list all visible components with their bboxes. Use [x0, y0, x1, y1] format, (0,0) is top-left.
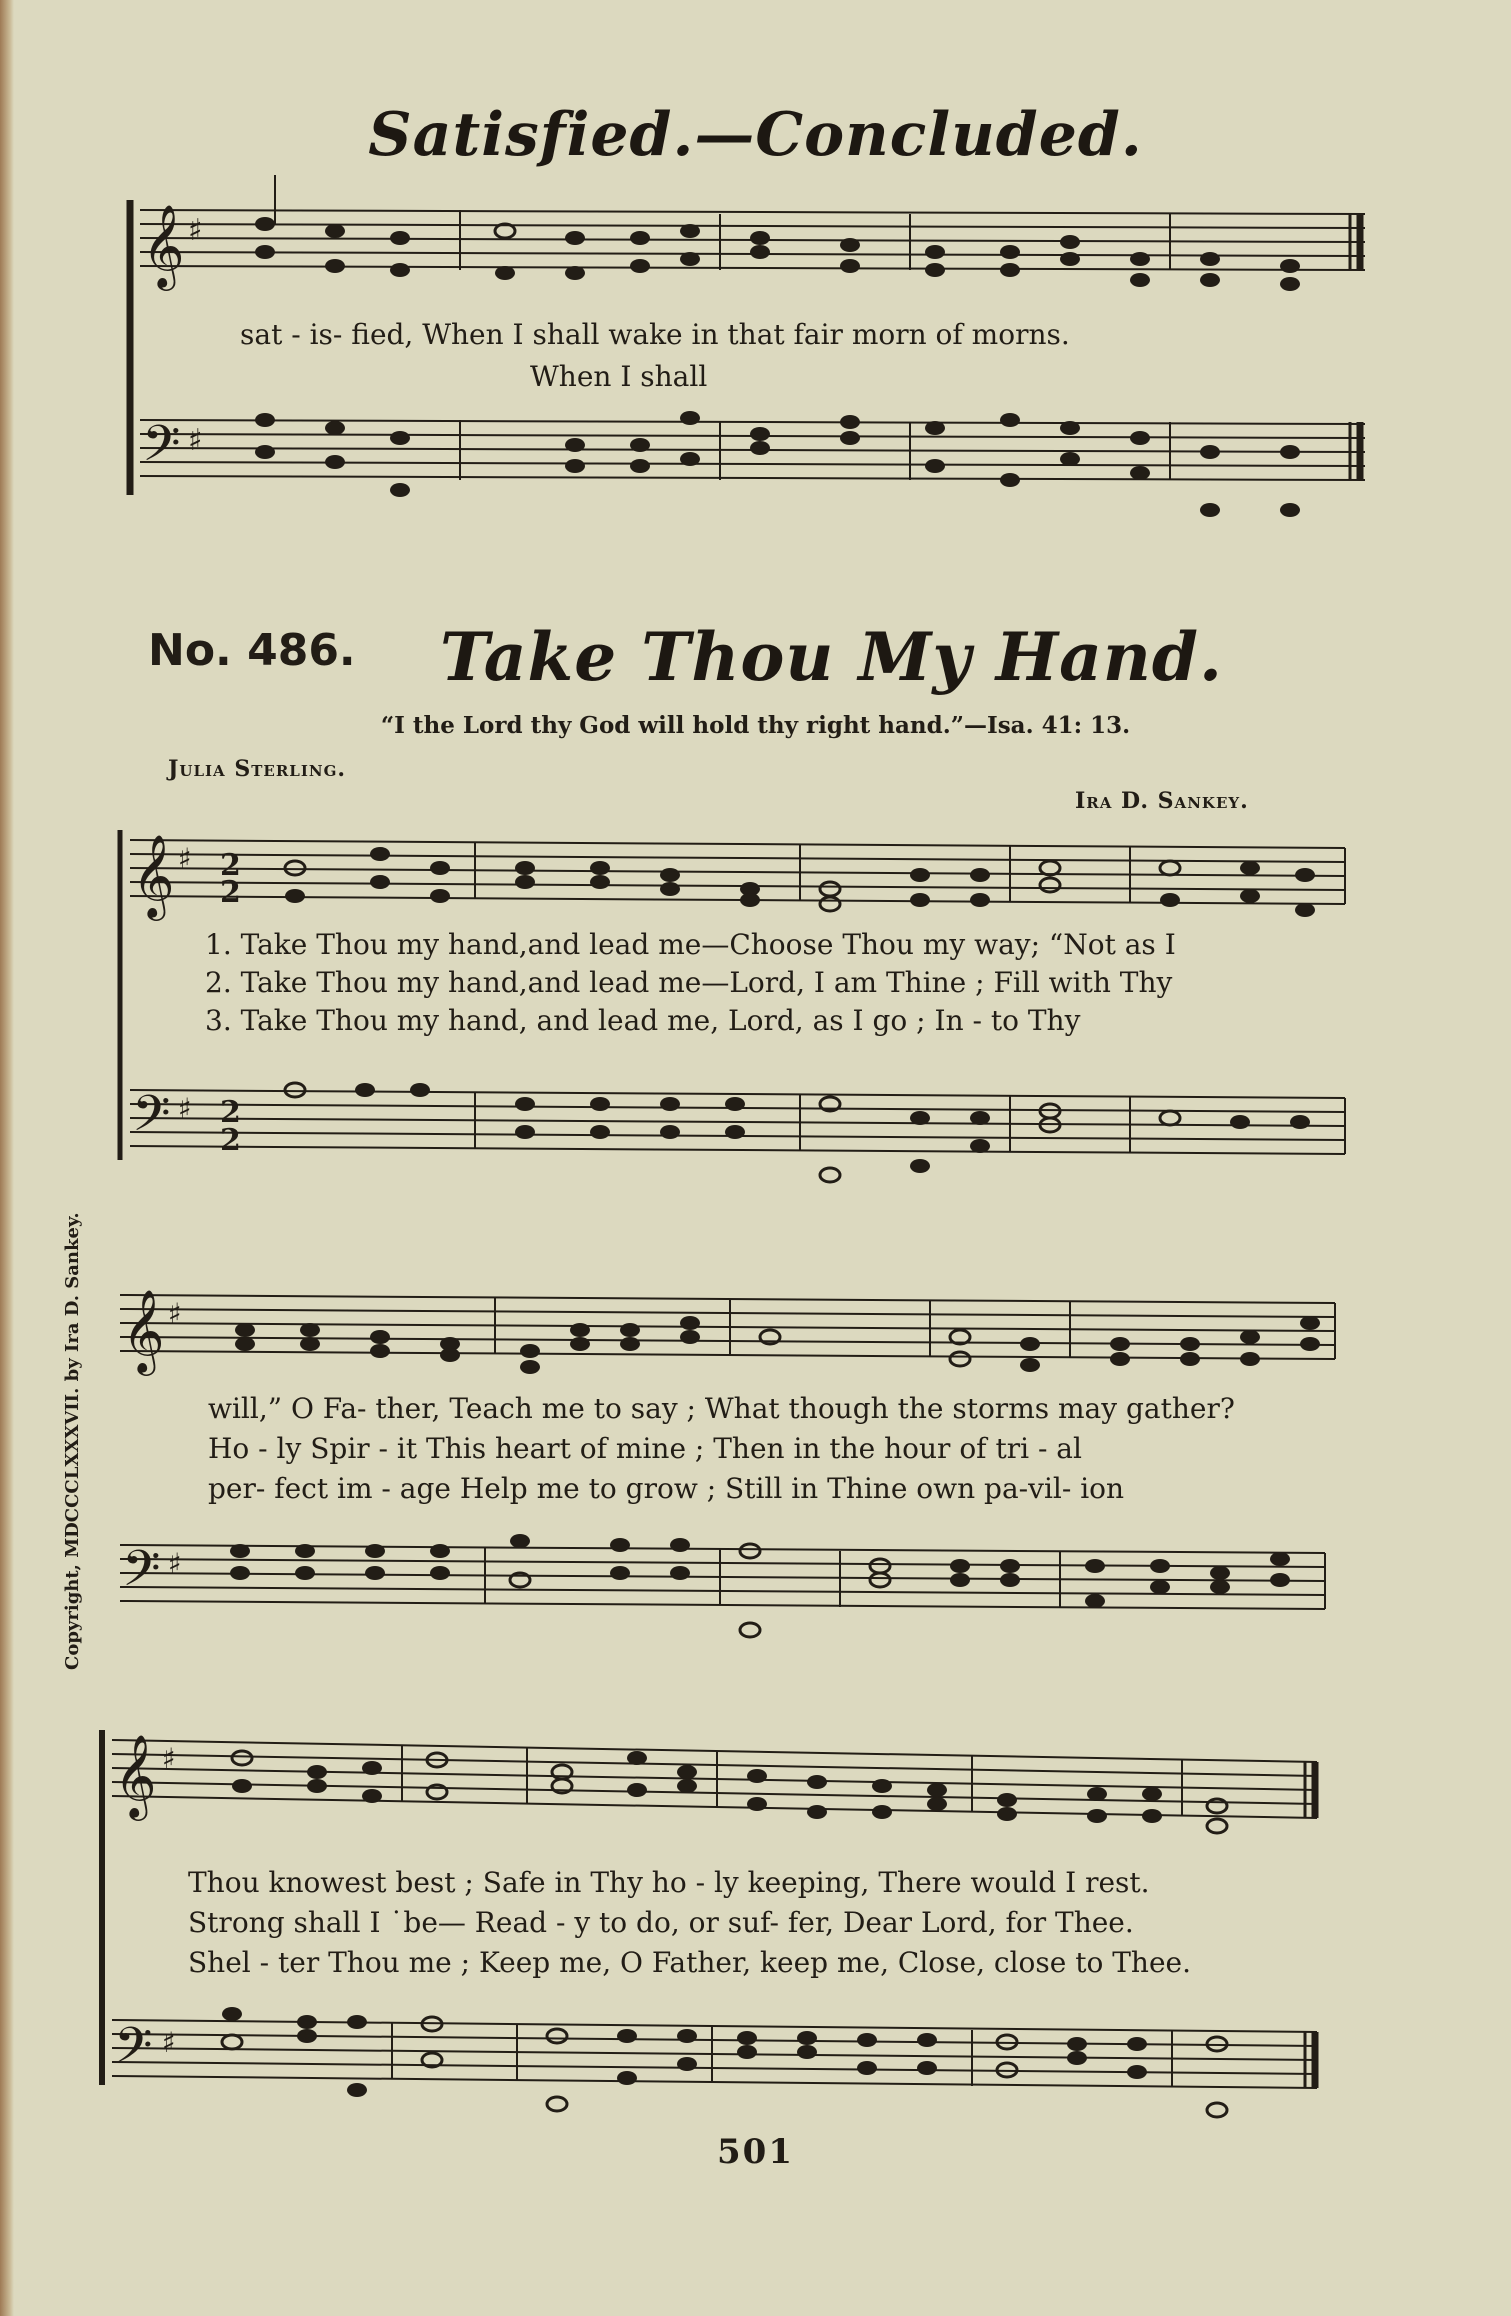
system2-verse2: Ho - ly Spir - it This heart of mine ; Then in the hour of tri - al: [208, 1432, 1082, 1465]
system1-verse1: 1. Take Thou my hand,and lead me—Choose Thou my way; “Not as I: [205, 928, 1176, 961]
svg-text:♯: ♯: [178, 1092, 192, 1125]
svg-text:♯: ♯: [188, 213, 203, 248]
treble-clef-icon: 𝄞: [114, 1733, 157, 1817]
system2-verse3: per- fect im - age Help me to grow ; Still in Thine own pa-vil- ion: [208, 1472, 1125, 1505]
concluded-lyrics-line2: When I shall: [530, 360, 708, 393]
treble-clef-icon: 𝄞: [142, 203, 185, 287]
hymn-number: No. 486.: [148, 625, 356, 676]
svg-text:2: 2: [220, 875, 241, 910]
treble-clef-icon: 𝄞: [132, 833, 175, 917]
concluded-lyrics-line1: sat - is- fied, When I shall wake in that fair morn of morns.: [240, 318, 1070, 351]
svg-text:♯: ♯: [168, 1547, 182, 1580]
svg-text:2: 2: [220, 1123, 241, 1158]
system3-verse2: Strong shall I ˙be— Read - y to do, or suf- fer, Dear Lord, for Thee.: [188, 1906, 1134, 1939]
system3-verse1: Thou knowest best ; Safe in Thy ho - ly keeping, There would I rest.: [188, 1866, 1150, 1899]
svg-text:2: 2: [220, 1095, 241, 1130]
copyright-notice: Copyright, MDCCCLXXXVII. by Ira D. Sankey.: [62, 1212, 83, 1670]
scripture-quote: “I the Lord thy God will hold thy right hand.”—Isa. 41: 13.: [380, 712, 1131, 739]
bass-clef-icon: 𝄢: [142, 415, 181, 485]
composer: Ira D. Sankey.: [1075, 788, 1249, 814]
system1-verse3: 3. Take Thou my hand, and lead me, Lord, as I go ; In - to Thy: [205, 1004, 1081, 1037]
svg-text:♯: ♯: [188, 423, 203, 458]
page-number: 501: [717, 2132, 794, 2172]
treble-clef-icon: 𝄞: [122, 1288, 165, 1372]
concluded-system: [120, 170, 1380, 550]
system-2-score: [110, 1255, 1345, 1675]
system-1-score: [110, 800, 1360, 1200]
svg-text:♯: ♯: [168, 1297, 182, 1330]
svg-text:♯: ♯: [162, 2026, 176, 2059]
bass-clef-icon: 𝄢: [114, 2017, 153, 2087]
concluded-score: [120, 170, 1380, 550]
hymn-title: Take Thou My Hand.: [440, 618, 1223, 696]
page-edge: [0, 0, 14, 2316]
system2-verse1: will,” O Fa- ther, Teach me to say ; What though the storms may gather?: [208, 1392, 1235, 1425]
system3-verse3: Shel - ter Thou me ; Keep me, O Father, keep me, Close, close to Thee.: [188, 1946, 1191, 1979]
svg-text:2: 2: [220, 848, 241, 883]
svg-text:♯: ♯: [162, 1742, 176, 1775]
bass-clef-icon: 𝄢: [122, 1540, 161, 1610]
section-title: Satisfied.—Concluded.: [368, 100, 1143, 170]
bass-clef-icon: 𝄢: [132, 1085, 171, 1155]
svg-text:♯: ♯: [178, 842, 192, 875]
system1-verse2: 2. Take Thou my hand,and lead me—Lord, I am Thine ; Fill with Thy: [205, 966, 1173, 999]
lyricist: Julia Sterling.: [168, 756, 347, 782]
